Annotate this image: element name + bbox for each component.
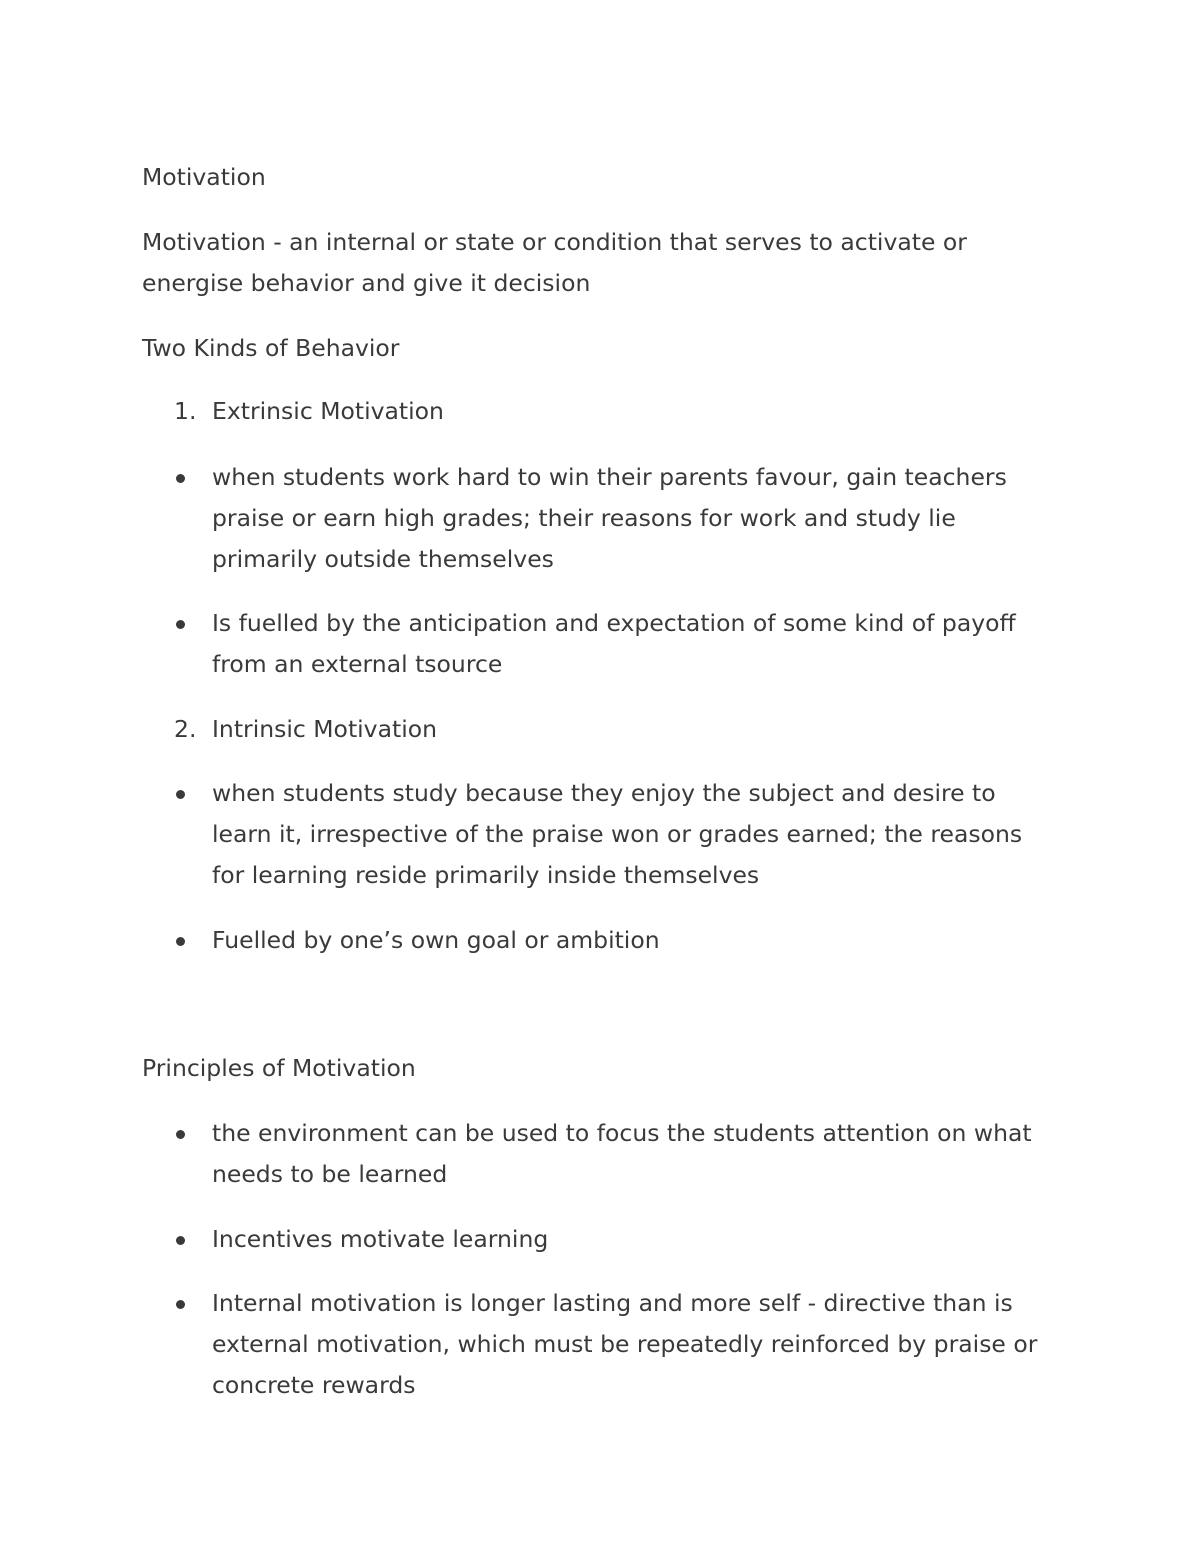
list-item-line: learn it, irrespective of the praise won or grades earned; the reasons: [212, 820, 1023, 848]
list-item-line: the environment can be used to focus the students attention on what: [212, 1119, 1032, 1147]
kind-label-intrinsic: Intrinsic Motivation: [212, 715, 438, 743]
list-item-line: when students study because they enjoy the subject and desire to: [212, 779, 996, 807]
definition-line: energise behavior and give it decision: [142, 269, 591, 297]
list-number: 1.: [174, 397, 197, 425]
bullet-icon: [176, 937, 185, 946]
bullet-icon: [176, 1130, 185, 1139]
list-item-line: external motivation, which must be repeatedly reinforced by praise or: [212, 1330, 1038, 1358]
list-number: 2.: [174, 715, 197, 743]
bullet-icon: [176, 474, 185, 483]
document-title: Motivation: [142, 163, 266, 191]
list-item-line: primarily outside themselves: [212, 545, 554, 573]
list-item-line: needs to be learned: [212, 1160, 448, 1188]
bullet-icon: [176, 1236, 185, 1245]
list-item: [212, 1219, 548, 1260]
definition-line: Motivation - an internal or state or condition that serves to activate or: [142, 228, 967, 256]
list-item-line: for learning reside primarily inside themselves: [212, 861, 760, 889]
list-item-line: from an external tsource: [212, 650, 503, 678]
list-item: [212, 457, 1007, 580]
definition-paragraph: [142, 222, 967, 304]
bullet-icon: [176, 790, 185, 799]
list-item: [212, 920, 660, 961]
list-item-line: when students work hard to win their parents favour, gain teachers: [212, 463, 1007, 491]
list-item: [212, 1113, 1032, 1195]
bullet-icon: [176, 1300, 185, 1309]
bullet-icon: [176, 620, 185, 629]
kinds-heading: Two Kinds of Behavior: [142, 334, 400, 362]
list-item-line: Incentives motivate learning: [212, 1225, 549, 1253]
kind-label-extrinsic: Extrinsic Motivation: [212, 397, 444, 425]
principles-heading: Principles of Motivation: [142, 1054, 416, 1082]
list-item: [212, 603, 1016, 685]
list-item: [212, 773, 1022, 896]
list-item-line: Is fuelled by the anticipation and expectation of some kind of payoff: [212, 609, 1016, 637]
list-item-line: Internal motivation is longer lasting and more self - directive than is: [212, 1289, 1013, 1317]
list-item-line: concrete rewards: [212, 1371, 416, 1399]
list-item-line: praise or earn high grades; their reasons for work and study lie: [212, 504, 956, 532]
list-item: [212, 1283, 1037, 1406]
list-item-line: Fuelled by one’s own goal or ambition: [212, 926, 660, 954]
